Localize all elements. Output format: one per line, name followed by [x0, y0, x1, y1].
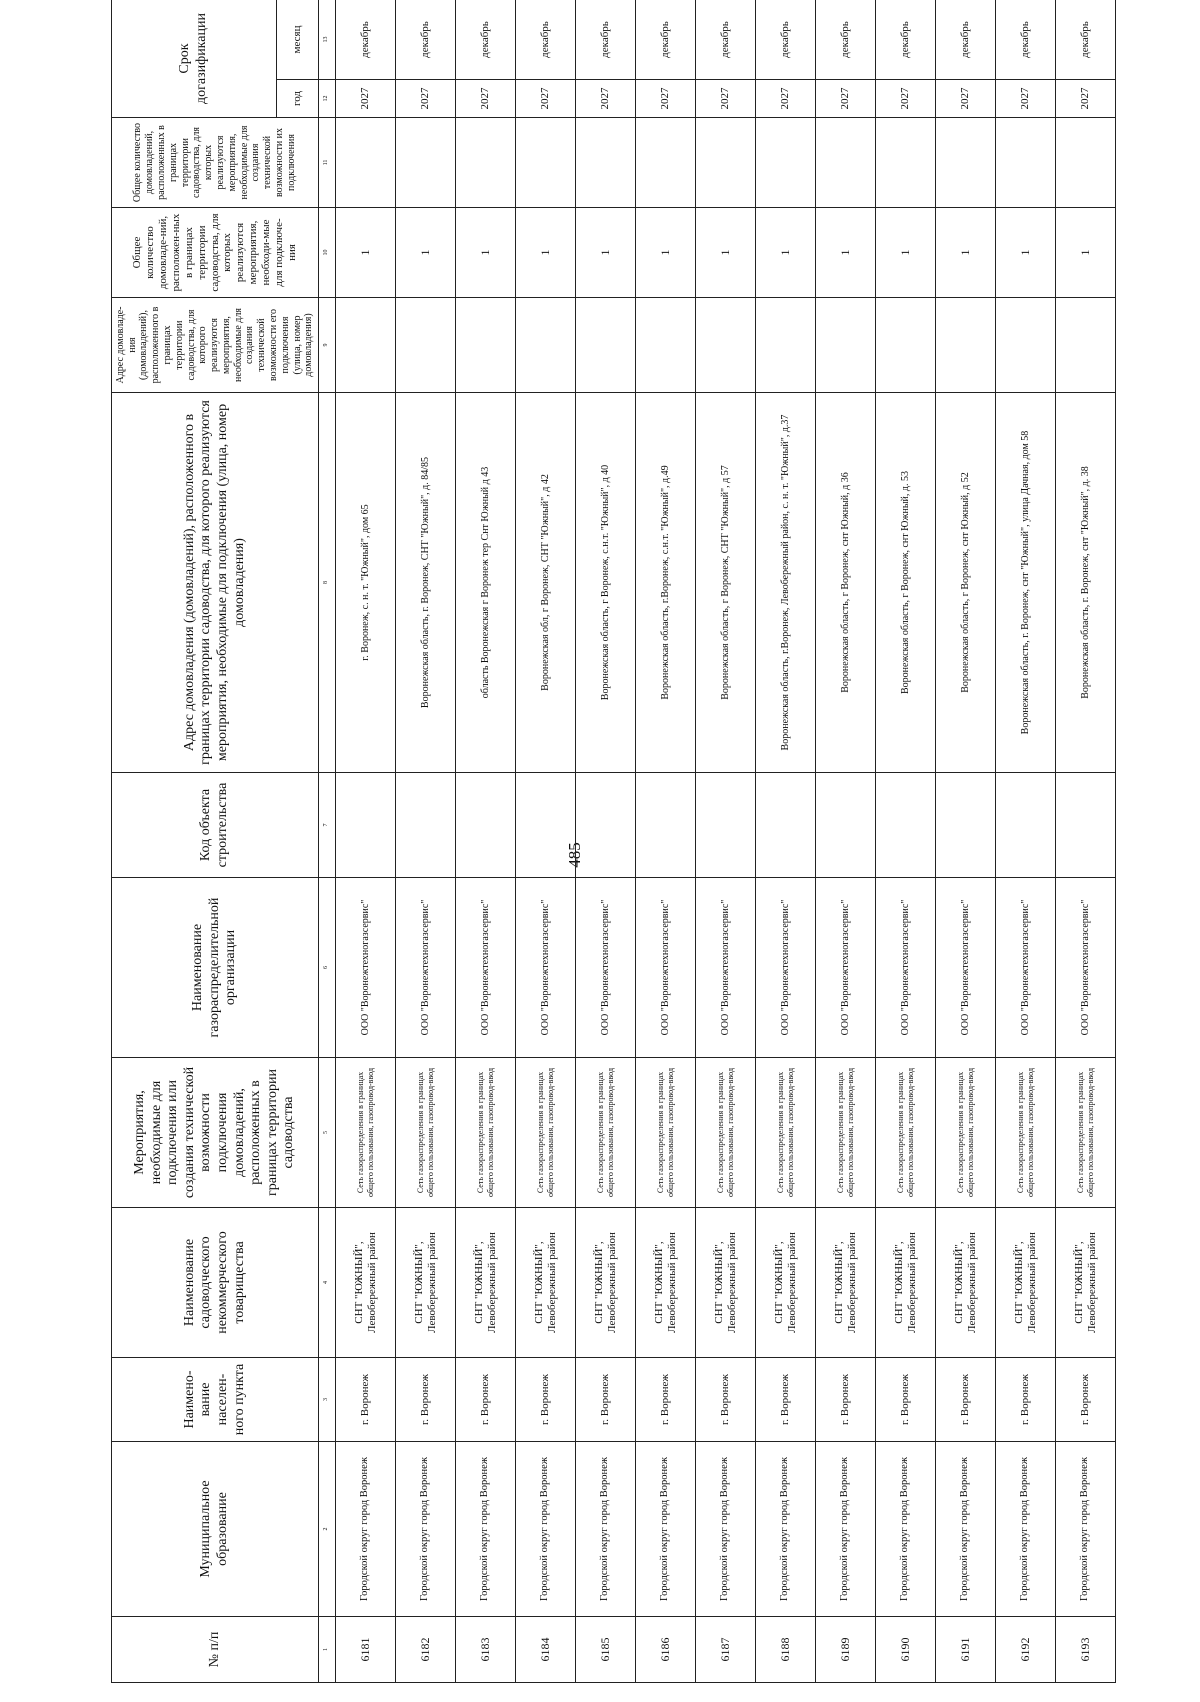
cell-municipality: Городской округ город Воронеж	[516, 1442, 576, 1617]
cell-total-connect: 1	[936, 208, 996, 298]
cell-num: 6188	[756, 1617, 816, 1683]
cell-gdo: ООО "Воронежтехногазсервис"	[756, 878, 816, 1058]
header-settlement: Наимено-вание населен-ного пункта	[112, 1358, 319, 1442]
cell-measures: Сеть газораспределения в границах общего пользования, газопровод-ввод	[516, 1058, 576, 1208]
cell-total-connect: 1	[996, 208, 1056, 298]
cell-gdo: ООО "Воронежтехногазсервис"	[696, 878, 756, 1058]
cell-num: 6185	[576, 1617, 636, 1683]
cell-measures: Сеть газораспределения в границах общего пользования, газопровод-ввод	[576, 1058, 636, 1208]
table-row	[636, 0, 696, 1683]
cell-month: декабрь	[936, 0, 996, 80]
cell-address-outside	[336, 298, 396, 393]
table-body	[112, 0, 1116, 1683]
header-month: месяц	[277, 0, 319, 80]
cell-address: Воронежская область, г Воронеж, снт Южный, д. 53	[876, 393, 936, 773]
table-row	[396, 0, 456, 1683]
cell-address-outside	[876, 298, 936, 393]
cell-month: декабрь	[696, 0, 756, 80]
cell-measures: Сеть газораспределения в границах общего пользования, газопровод-ввод	[396, 1058, 456, 1208]
cell-month: декабрь	[636, 0, 696, 80]
cell-month: декабрь	[1056, 0, 1116, 80]
column-number: 9	[319, 298, 336, 393]
cell-gdo: ООО "Воронежтехногазсервис"	[996, 878, 1056, 1058]
cell-total-possibility	[336, 118, 396, 208]
cell-address: Воронежская обл, г Воронеж, СНТ "Южный", д 42	[516, 393, 576, 773]
cell-snt: СНТ "ЮЖНЫЙ", Левобережный район	[396, 1208, 456, 1358]
cell-num: 6190	[876, 1617, 936, 1683]
table-row	[756, 0, 816, 1683]
cell-snt: СНТ "ЮЖНЫЙ", Левобережный район	[996, 1208, 1056, 1358]
cell-code	[996, 773, 1056, 878]
header-total-connect: Общее количество домовладе-ний, расположен-ных в границах территории садоводства, для которых реализуются мероприятия, необходи-мые для подключе-ния	[112, 208, 319, 298]
cell-num: 6189	[816, 1617, 876, 1683]
cell-code	[636, 773, 696, 878]
cell-total-connect: 1	[696, 208, 756, 298]
cell-settlement: г. Воронеж	[1056, 1358, 1116, 1442]
cell-gdo: ООО "Воронежтехногазсервис"	[936, 878, 996, 1058]
cell-municipality: Городской округ город Воронеж	[996, 1442, 1056, 1617]
cell-year: 2027	[756, 80, 816, 118]
cell-month: декабрь	[456, 0, 516, 80]
cell-gdo: ООО "Воронежтехногазсервис"	[336, 878, 396, 1058]
cell-year: 2027	[396, 80, 456, 118]
cell-address: Воронежская область, г. Воронеж, снт "Южный", д. 38	[1056, 393, 1116, 773]
cell-gdo: ООО "Воронежтехногазсервис"	[576, 878, 636, 1058]
table-row	[816, 0, 876, 1683]
cell-month: декабрь	[396, 0, 456, 80]
cell-code	[336, 773, 396, 878]
cell-month: декабрь	[876, 0, 936, 80]
cell-measures: Сеть газораспределения в границах общего пользования, газопровод-ввод	[636, 1058, 696, 1208]
cell-measures: Сеть газораспределения в границах общего пользования, газопровод-ввод	[696, 1058, 756, 1208]
cell-num: 6181	[336, 1617, 396, 1683]
table-row	[876, 0, 936, 1683]
cell-municipality: Городской округ город Воронеж	[396, 1442, 456, 1617]
cell-municipality: Городской округ город Воронеж	[1056, 1442, 1116, 1617]
cell-settlement: г. Воронеж	[936, 1358, 996, 1442]
cell-code	[456, 773, 516, 878]
header-year: год	[277, 80, 319, 118]
column-number: 4	[319, 1208, 336, 1358]
cell-total-possibility	[576, 118, 636, 208]
header-address-outside: Адрес домовладе-ния (домовладений), расположенного в границах территории садоводства, для которого реализуются мероприятия, необходимые для создания технической возможности его подключения (улица, номер домовладения)	[112, 298, 319, 393]
cell-snt: СНТ "ЮЖНЫЙ", Левобережный район	[756, 1208, 816, 1358]
gasification-table	[111, 0, 1116, 1683]
cell-snt: СНТ "ЮЖНЫЙ", Левобережный район	[516, 1208, 576, 1358]
cell-code	[816, 773, 876, 878]
header-snt: Наименование садоводческого некоммерческого товарищества	[112, 1208, 319, 1358]
cell-address: Воронежская область, г Воронеж, снт Южный, д 36	[816, 393, 876, 773]
column-number: 11	[319, 118, 336, 208]
cell-settlement: г. Воронеж	[456, 1358, 516, 1442]
cell-measures: Сеть газораспределения в границах общего пользования, газопровод-ввод	[936, 1058, 996, 1208]
column-number: 12	[319, 80, 336, 118]
cell-total-possibility	[1056, 118, 1116, 208]
cell-municipality: Городской округ город Воронеж	[876, 1442, 936, 1617]
cell-year: 2027	[456, 80, 516, 118]
cell-total-connect: 1	[1056, 208, 1116, 298]
cell-gdo: ООО "Воронежтехногазсервис"	[1056, 878, 1116, 1058]
cell-municipality: Городской округ город Воронеж	[936, 1442, 996, 1617]
cell-total-possibility	[696, 118, 756, 208]
cell-snt: СНТ "ЮЖНЫЙ", Левобережный район	[636, 1208, 696, 1358]
cell-year: 2027	[636, 80, 696, 118]
cell-snt: СНТ "ЮЖНЫЙ", Левобережный район	[1056, 1208, 1116, 1358]
column-number: 7	[319, 773, 336, 878]
cell-code	[936, 773, 996, 878]
cell-measures: Сеть газораспределения в границах общего пользования, газопровод-ввод	[1056, 1058, 1116, 1208]
cell-total-connect: 1	[756, 208, 816, 298]
cell-total-possibility	[396, 118, 456, 208]
column-number: 6	[319, 878, 336, 1058]
cell-address-outside	[576, 298, 636, 393]
cell-settlement: г. Воронеж	[756, 1358, 816, 1442]
cell-address-outside	[996, 298, 1056, 393]
cell-total-possibility	[516, 118, 576, 208]
cell-month: декабрь	[336, 0, 396, 80]
cell-settlement: г. Воронеж	[396, 1358, 456, 1442]
cell-code	[396, 773, 456, 878]
cell-gdo: ООО "Воронежтехногазсервис"	[636, 878, 696, 1058]
cell-snt: СНТ "ЮЖНЫЙ", Левобережный район	[936, 1208, 996, 1358]
cell-address-outside	[456, 298, 516, 393]
cell-total-connect: 1	[816, 208, 876, 298]
cell-total-possibility	[936, 118, 996, 208]
cell-gdo: ООО "Воронежтехногазсервис"	[396, 878, 456, 1058]
cell-municipality: Городской округ город Воронеж	[756, 1442, 816, 1617]
cell-total-connect: 1	[336, 208, 396, 298]
header-code: Код объекта строительства	[112, 773, 319, 878]
cell-total-possibility	[816, 118, 876, 208]
cell-measures: Сеть газораспределения в границах общего пользования, газопровод-ввод	[756, 1058, 816, 1208]
cell-month: декабрь	[576, 0, 636, 80]
cell-address-outside	[756, 298, 816, 393]
cell-code	[696, 773, 756, 878]
cell-month: декабрь	[756, 0, 816, 80]
cell-address: Воронежская область, г Воронеж, с.н.т. "Южный", д 40	[576, 393, 636, 773]
cell-address: Воронежская область, г.Воронеж, Левобережный район, с. н. т. "Южный", д.37	[756, 393, 816, 773]
cell-month: декабрь	[516, 0, 576, 80]
cell-num: 6184	[516, 1617, 576, 1683]
cell-settlement: г. Воронеж	[876, 1358, 936, 1442]
cell-settlement: г. Воронеж	[516, 1358, 576, 1442]
cell-code	[516, 773, 576, 878]
column-number: 3	[319, 1358, 336, 1442]
cell-num: 6192	[996, 1617, 1056, 1683]
table-row	[516, 0, 576, 1683]
cell-address: Воронежская область, г Воронеж, СНТ "Южный", д 57	[696, 393, 756, 773]
cell-municipality: Городской округ город Воронеж	[816, 1442, 876, 1617]
cell-num: 6186	[636, 1617, 696, 1683]
cell-total-connect: 1	[876, 208, 936, 298]
cell-settlement: г. Воронеж	[696, 1358, 756, 1442]
cell-address-outside	[516, 298, 576, 393]
cell-total-possibility	[996, 118, 1056, 208]
column-number-row	[319, 0, 336, 1683]
cell-year: 2027	[696, 80, 756, 118]
cell-municipality: Городской округ город Воронеж	[576, 1442, 636, 1617]
column-number: 13	[319, 0, 336, 80]
cell-gdo: ООО "Воронежтехногазсервис"	[456, 878, 516, 1058]
cell-settlement: г. Воронеж	[996, 1358, 1056, 1442]
header-total-possibility: Общее количество домовладений, расположенных в границах территории садоводства, для которых реализуются мероприятия, необходимые для создания технической возможности их подключения	[112, 118, 319, 208]
column-number: 10	[319, 208, 336, 298]
header-municipality: Муниципальное образование	[112, 1442, 319, 1617]
cell-total-possibility	[456, 118, 516, 208]
cell-total-possibility	[636, 118, 696, 208]
cell-code	[576, 773, 636, 878]
header-measures: Мероприятия, необходимые для подключения или создания технической возможности подключения домовладений, расположенных в границах территории садоводства	[112, 1058, 319, 1208]
cell-snt: СНТ "ЮЖНЫЙ", Левобережный район	[816, 1208, 876, 1358]
cell-snt: СНТ "ЮЖНЫЙ", Левобережный район	[456, 1208, 516, 1358]
cell-total-connect: 1	[396, 208, 456, 298]
column-number: 1	[319, 1617, 336, 1683]
cell-address: Воронежская область, г Воронеж, снт Южный, д 52	[936, 393, 996, 773]
table-row	[936, 0, 996, 1683]
cell-gdo: ООО "Воронежтехногазсервис"	[876, 878, 936, 1058]
cell-snt: СНТ "ЮЖНЫЙ", Левобережный район	[576, 1208, 636, 1358]
header-address: Адрес домовладения (домовладений), расположенного в границах территории садоводства, для которого реализуются мероприятия, необходимые для подключения (улица, номер домовладения)	[112, 393, 319, 773]
cell-settlement: г. Воронеж	[816, 1358, 876, 1442]
header-num: № п/п	[112, 1617, 319, 1683]
cell-municipality: Городской округ город Воронеж	[696, 1442, 756, 1617]
cell-measures: Сеть газораспределения в границах общего пользования, газопровод-ввод	[996, 1058, 1056, 1208]
cell-year: 2027	[516, 80, 576, 118]
cell-address: Воронежская область, г. Воронеж, снт "Южный", улица Дачная, дом 58	[996, 393, 1056, 773]
cell-year: 2027	[996, 80, 1056, 118]
cell-num: 6182	[396, 1617, 456, 1683]
cell-snt: СНТ "ЮЖНЫЙ", Левобережный район	[696, 1208, 756, 1358]
cell-total-connect: 1	[456, 208, 516, 298]
cell-year: 2027	[1056, 80, 1116, 118]
cell-year: 2027	[936, 80, 996, 118]
cell-settlement: г. Воронеж	[636, 1358, 696, 1442]
cell-num: 6193	[1056, 1617, 1116, 1683]
cell-measures: Сеть газораспределения в границах общего пользования, газопровод-ввод	[876, 1058, 936, 1208]
header-deadline: Срок догазификации	[112, 0, 277, 118]
cell-year: 2027	[576, 80, 636, 118]
cell-year: 2027	[816, 80, 876, 118]
cell-address: Воронежская область, г. Воронеж, СНТ "Южный", д. 84/85	[396, 393, 456, 773]
header-row	[112, 0, 277, 1683]
cell-measures: Сеть газораспределения в границах общего пользования, газопровод-ввод	[816, 1058, 876, 1208]
cell-measures: Сеть газораспределения в границах общего пользования, газопровод-ввод	[336, 1058, 396, 1208]
cell-settlement: г. Воронеж	[336, 1358, 396, 1442]
cell-address: Воронежская область, г.Воронеж, с.н.т. "Южный", д.49	[636, 393, 696, 773]
cell-settlement: г. Воронеж	[576, 1358, 636, 1442]
cell-snt: СНТ "ЮЖНЫЙ", Левобережный район	[336, 1208, 396, 1358]
table-row	[456, 0, 516, 1683]
cell-code	[876, 773, 936, 878]
cell-address-outside	[636, 298, 696, 393]
cell-num: 6183	[456, 1617, 516, 1683]
cell-address-outside	[696, 298, 756, 393]
column-number: 2	[319, 1442, 336, 1617]
cell-total-connect: 1	[576, 208, 636, 298]
cell-num: 6187	[696, 1617, 756, 1683]
cell-total-possibility	[756, 118, 816, 208]
cell-address-outside	[1056, 298, 1116, 393]
table-row	[696, 0, 756, 1683]
table-row	[576, 0, 636, 1683]
cell-year: 2027	[336, 80, 396, 118]
cell-municipality: Городской округ город Воронеж	[336, 1442, 396, 1617]
cell-measures: Сеть газораспределения в границах общего пользования, газопровод-ввод	[456, 1058, 516, 1208]
cell-code	[756, 773, 816, 878]
cell-num: 6191	[936, 1617, 996, 1683]
cell-address-outside	[936, 298, 996, 393]
cell-municipality: Городской округ город Воронеж	[456, 1442, 516, 1617]
table-row	[996, 0, 1056, 1683]
cell-address-outside	[816, 298, 876, 393]
header-gdo: Наименование газораспределительной организации	[112, 878, 319, 1058]
cell-address: г. Воронеж, с. н. т. "Южный", дом 65	[336, 393, 396, 773]
cell-gdo: ООО "Воронежтехногазсервис"	[516, 878, 576, 1058]
cell-month: декабрь	[816, 0, 876, 80]
table-row	[1056, 0, 1116, 1683]
cell-total-connect: 1	[636, 208, 696, 298]
cell-gdo: ООО "Воронежтехногазсервис"	[816, 878, 876, 1058]
cell-municipality: Городской округ город Воронеж	[636, 1442, 696, 1617]
page-number: 485	[565, 842, 584, 868]
cell-total-connect: 1	[516, 208, 576, 298]
column-number: 8	[319, 393, 336, 773]
cell-address: область Воронежская г Воронеж тер Снт Южный д 43	[456, 393, 516, 773]
cell-address-outside	[396, 298, 456, 393]
column-number: 5	[319, 1058, 336, 1208]
cell-year: 2027	[876, 80, 936, 118]
table-row	[336, 0, 396, 1683]
cell-total-possibility	[876, 118, 936, 208]
cell-code	[1056, 773, 1116, 878]
cell-snt: СНТ "ЮЖНЫЙ", Левобережный район	[876, 1208, 936, 1358]
cell-month: декабрь	[996, 0, 1056, 80]
